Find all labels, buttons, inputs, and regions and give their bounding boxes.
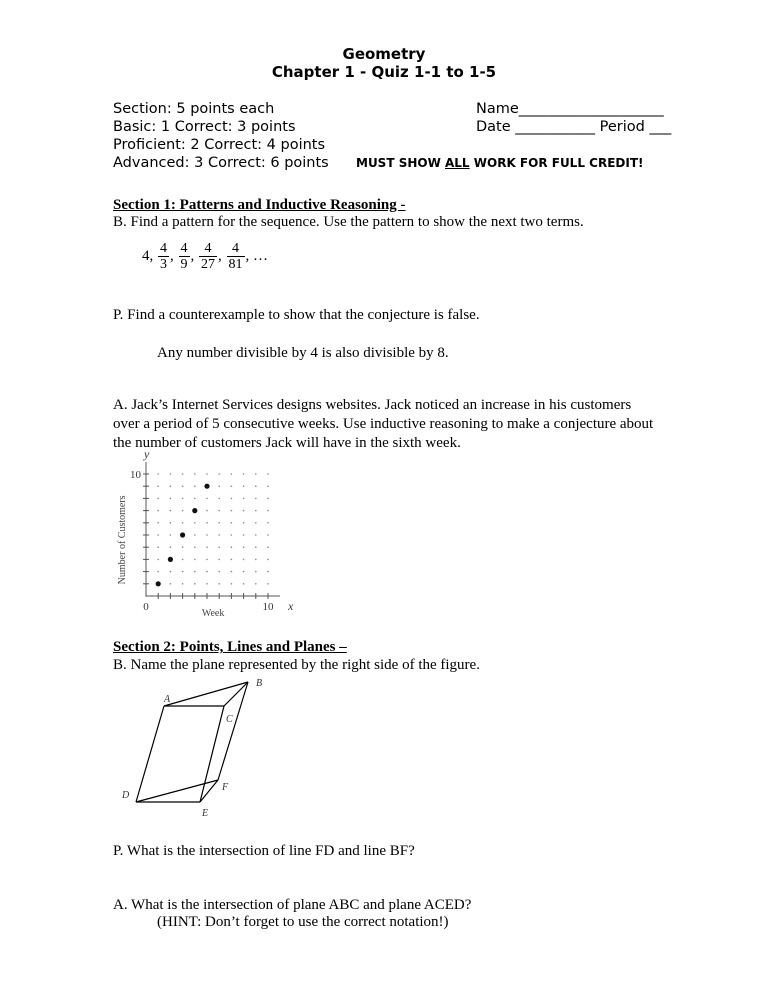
section1-question-proficient: P. Find a counterexample to show that the conjecture is false. xyxy=(113,307,480,323)
scoring-info xyxy=(113,100,329,172)
grid-dot xyxy=(194,534,196,536)
section2-question-basic: B. Name the plane represented by the right side of the figure. xyxy=(113,657,480,673)
grid-dot xyxy=(255,534,257,536)
x-axis-label: Week xyxy=(201,608,225,619)
grid-dot xyxy=(170,571,172,573)
sequence-fraction: $\frac{4}{3}$ xyxy=(160,241,167,272)
grid-dot xyxy=(243,583,245,585)
grid-dot xyxy=(231,534,233,536)
data-point xyxy=(156,581,161,586)
sequence-ellipsis: , … xyxy=(245,248,268,264)
notice-emphasis: ALL xyxy=(445,156,470,170)
grid-dot xyxy=(255,522,257,524)
section1-question-basic: B. Find a pattern for the sequence. Use the pattern to show the next two terms. xyxy=(113,214,584,230)
vertex-label-e: E xyxy=(202,808,209,819)
grid-dot xyxy=(157,485,159,487)
grid-dot xyxy=(170,546,172,548)
grid-dot xyxy=(182,559,184,561)
sequence-expression: 4, $\frac{4}{3}$ , $\frac{4}{9}$ , $\frac{4}{27}$ , $\frac{4}{81}$ , … xyxy=(142,241,268,272)
x-tick-label: 10 xyxy=(262,601,274,613)
grid-dot xyxy=(182,485,184,487)
grid-dot xyxy=(170,583,172,585)
sequence-fraction: $\frac{4}{27}$ xyxy=(201,241,215,272)
grid-dot xyxy=(267,510,269,512)
notice-text: MUST SHOW xyxy=(356,156,445,170)
grid-dot xyxy=(194,559,196,561)
y-axis-label: Number of Customers xyxy=(117,495,128,585)
grid-dot xyxy=(170,485,172,487)
grid-dot xyxy=(218,583,220,585)
grid-dot xyxy=(243,473,245,475)
data-point xyxy=(180,532,185,537)
sequence-fraction: $\frac{4}{9}$ xyxy=(180,241,188,272)
quiz-title: Chapter 1 - Quiz 1-1 to 1-5 xyxy=(271,63,497,81)
vertex-label-f: F xyxy=(222,782,229,793)
customers-scatter-chart xyxy=(110,448,320,620)
data-point xyxy=(192,508,197,513)
grid-dot xyxy=(267,559,269,561)
grid-dot xyxy=(243,534,245,536)
grid-dot xyxy=(182,571,184,573)
grid-dot xyxy=(231,571,233,573)
grid-dot xyxy=(182,473,184,475)
data-point xyxy=(168,557,173,562)
grid-dot xyxy=(194,583,196,585)
must-show-work-notice xyxy=(356,156,643,170)
grid-dot xyxy=(255,559,257,561)
grid-dot xyxy=(170,498,172,500)
grid-dot xyxy=(194,498,196,500)
grid-dot xyxy=(206,473,208,475)
grid-dot xyxy=(255,583,257,585)
grid-dot xyxy=(267,571,269,573)
grid-dot xyxy=(243,498,245,500)
scoring-line: Proficient: 2 Correct: 4 points xyxy=(113,137,326,153)
grid-dot xyxy=(182,522,184,524)
section2-question-advanced: A. What is the intersection of plane ABC and plane ACED? xyxy=(113,897,472,913)
grid-dot xyxy=(255,546,257,548)
grid-dot xyxy=(206,546,208,548)
grid-dot xyxy=(170,522,172,524)
vertex-label-a: A xyxy=(164,694,171,705)
x-axis-letter: x xyxy=(288,599,294,613)
grid-dot xyxy=(267,498,269,500)
grid-dot xyxy=(267,522,269,524)
grid-dot xyxy=(194,473,196,475)
prism-figure xyxy=(120,672,280,822)
grid-dot xyxy=(157,534,159,536)
grid-dot xyxy=(170,510,172,512)
grid-dot xyxy=(255,498,257,500)
grid-dot xyxy=(170,534,172,536)
section1-question-advanced: A. Jack’s Internet Services designs websites. Jack noticed an increase in his customers over a period of 5 consecutive weeks. Use inductive reasoning to make a conjecture about the number of customers Jack will have in the sixth week. xyxy=(113,397,654,451)
edge-df xyxy=(136,780,218,802)
subject-title: Geometry xyxy=(342,45,426,63)
grid-dot xyxy=(182,583,184,585)
grid-dot xyxy=(231,559,233,561)
grid-dot xyxy=(206,583,208,585)
y-tick-label: 10 xyxy=(130,469,141,481)
grid-dot xyxy=(231,546,233,548)
grid-dot xyxy=(231,498,233,500)
grid-dot xyxy=(231,583,233,585)
grid-dot xyxy=(206,534,208,536)
x-tick-label: 0 xyxy=(143,601,149,613)
grid-dot xyxy=(206,498,208,500)
grid-dot xyxy=(267,485,269,487)
grid-dot xyxy=(182,498,184,500)
grid-dot xyxy=(255,473,257,475)
grid-dot xyxy=(194,485,196,487)
grid-dot xyxy=(267,583,269,585)
sequence-fraction: $\frac{4}{81}$ xyxy=(228,241,243,272)
grid-dot xyxy=(157,546,159,548)
scoring-line: Basic: 1 Correct: 3 points xyxy=(113,119,296,135)
sequence-first-term: 4, xyxy=(142,248,154,264)
section1-title: Section 1: Patterns and Inductive Reasoning - xyxy=(113,197,406,213)
section2-title: Section 2: Points, Lines and Planes – xyxy=(113,639,347,655)
date-period-field: Date ___________ Period ___ xyxy=(476,119,672,135)
grid-dot xyxy=(218,534,220,536)
grid-dot xyxy=(267,473,269,475)
notice-text: WORK FOR FULL CREDIT! xyxy=(469,156,644,170)
grid-dot xyxy=(206,510,208,512)
grid-dot xyxy=(243,485,245,487)
grid-dot xyxy=(231,473,233,475)
grid-dot xyxy=(194,522,196,524)
vertex-label-d: D xyxy=(122,790,130,801)
grid-dot xyxy=(206,571,208,573)
grid-dot xyxy=(206,559,208,561)
grid-dot xyxy=(170,473,172,475)
grid-dot xyxy=(157,559,159,561)
grid-dot xyxy=(194,546,196,548)
name-field: Name____________________ xyxy=(476,101,664,117)
grid-dot xyxy=(218,559,220,561)
grid-dot xyxy=(218,498,220,500)
section2-question-proficient: P. What is the intersection of line FD and line BF? xyxy=(113,843,415,859)
grid-dot xyxy=(255,485,257,487)
grid-dot xyxy=(267,546,269,548)
grid-dot xyxy=(243,546,245,548)
grid-dot xyxy=(231,485,233,487)
grid-dot xyxy=(243,510,245,512)
grid-dot xyxy=(255,571,257,573)
grid-dot xyxy=(243,571,245,573)
grid-dot xyxy=(182,546,184,548)
grid-dot xyxy=(267,534,269,536)
grid-dot xyxy=(231,510,233,512)
conjecture-statement: Any number divisible by 4 is also divisible by 8. xyxy=(157,345,449,361)
grid-dot xyxy=(194,571,196,573)
grid-dot xyxy=(157,522,159,524)
grid-dot xyxy=(182,510,184,512)
y-axis-letter: y xyxy=(144,448,150,461)
grid-dot xyxy=(218,485,220,487)
grid-dot xyxy=(218,473,220,475)
grid-dot xyxy=(231,522,233,524)
grid-dot xyxy=(206,522,208,524)
data-point xyxy=(204,484,209,489)
grid-dot xyxy=(218,571,220,573)
grid-dot xyxy=(218,522,220,524)
grid-dot xyxy=(255,510,257,512)
grid-dot xyxy=(218,546,220,548)
grid-dot xyxy=(243,522,245,524)
chart-axes xyxy=(143,462,280,599)
scoring-line: Section: 5 points each xyxy=(113,101,275,117)
section2-hint: (HINT: Don’t forget to use the correct notation!) xyxy=(157,914,449,930)
edge-ad xyxy=(136,706,164,802)
scoring-line: Advanced: 3 Correct: 6 points xyxy=(113,155,329,171)
chart-grid-dots xyxy=(145,473,269,597)
grid-dot xyxy=(243,559,245,561)
grid-dot xyxy=(157,498,159,500)
vertex-label-b: B xyxy=(256,678,263,689)
vertex-label-c: C xyxy=(226,714,233,725)
grid-dot xyxy=(157,473,159,475)
grid-dot xyxy=(157,510,159,512)
grid-dot xyxy=(218,510,220,512)
grid-dot xyxy=(157,571,159,573)
